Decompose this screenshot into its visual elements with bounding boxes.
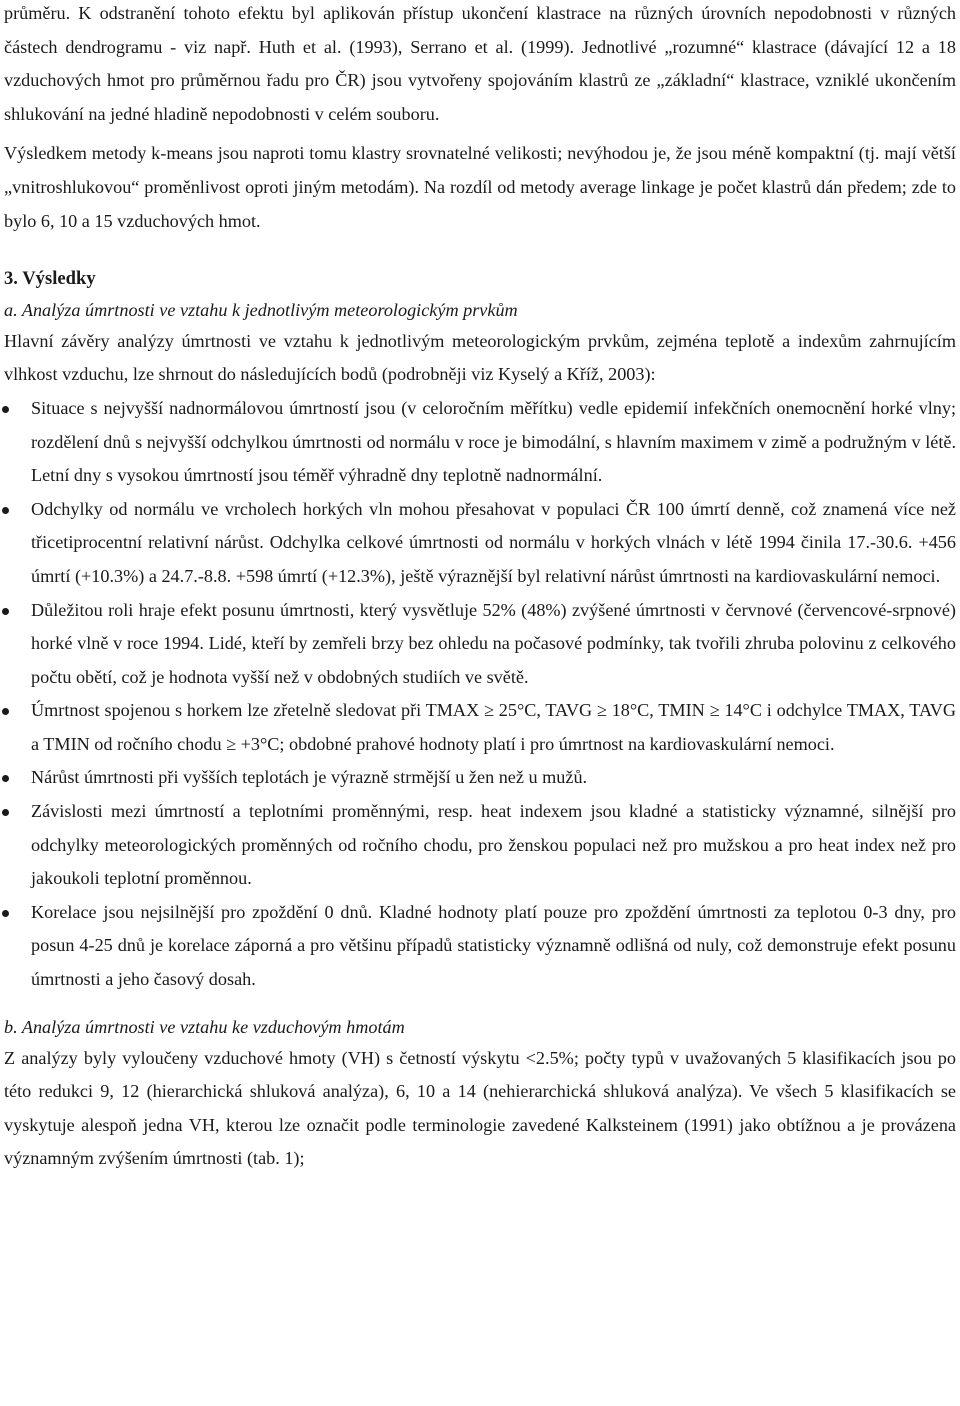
list-item [4, 795, 956, 896]
results-bullet-list [4, 392, 956, 997]
list-item [4, 493, 956, 594]
subsection-heading-b: b. Analýza úmrtnosti ve vztahu ke vzduchovým hmotám [4, 1016, 405, 1037]
list-item-text: Situace s nejvyšší nadnormálovou úmrtností jsou (v celoročním měřítku) vedle epidemií infekčních onemocnění horké vlny; rozdělení dnů s nejvyšší odchylkou úmrtnosti od normálu v roce je bimodální, s hlavním maximem v zimě a podružným v létě. Letní dny s vysokou úmrtností jsou téměř výhradně dny teplotně nadnormální. [31, 397, 956, 486]
list-item-text: Úmrtnost spojenou s horkem lze zřetelně sledovat při TMAX ≥ 25°C, TAVG ≥ 18°C, TMIN ≥ 14°C i odchylce TMAX, TAVG a TMIN od ročního chodu ≥ +3°C; obdobné prahové hodnoty platí i pro úmrtnost na kardiovaskulární nemoci. [31, 700, 956, 754]
document-page [4, 0, 956, 1176]
subsection-a-intro: Hlavní závěry analýzy úmrtnosti ve vztahu k jednotlivým meteorologickým prvkům, zejména teplotě a indexům zahrnujícím vlhkost vzduchu, lze shrnout do následujících bodů (podrobněji viz Kyselý a Kříž, 2003): [4, 330, 956, 385]
section-heading-results: 3. Výsledky [4, 268, 96, 290]
list-item-text: Korelace jsou nejsilnější pro zpoždění 0 dnů. Kladné hodnoty platí pouze pro zpoždění úmrtnosti za teplotou 0-3 dny, pro posun 4-25 dnů je korelace záporná a pro většinu případů statisticky významně odlišná od nuly, což demonstruje efekt posunu úmrtnosti a jeho časový dosah. [31, 901, 956, 990]
bullet-icon [2, 507, 9, 514]
list-item [4, 594, 956, 695]
bullet-icon [2, 775, 9, 782]
list-item [4, 761, 956, 795]
list-item-text: Důležitou roli hraje efekt posunu úmrtnosti, který vysvětluje 52% (48%) zvýšené úmrtnosti v červnové (červencové-srpnové) horké vlně v roce 1994. Lidé, kteří by zemřeli brzy bez ohledu na počasové podmínky, tak tvořili zhruba polovinu z celkového počtu obětí, což je hodnota vyšší než v obdobných studiích ve světě. [31, 599, 956, 687]
bullet-icon [2, 708, 9, 715]
bullet-icon [2, 608, 9, 615]
subsection-b-paragraph: Z analýzy byly vyloučeny vzduchové hmoty (VH) s četností výskytu <2.5%; počty typů v uvažovaných 5 klasifikacích jsou po této redukci 9, 12 (hierarchická shluková analýza), 6, 10 a 14 (nehierarchická shluková analýza). Ve všech 5 klasifikacích se vyskytuje alespoň jedna VH, kterou lze označit podle terminologie zavedené Kalksteinem (1991) jako obtížnou a je provázena významným zvýšením úmrtnosti (tab. 1); [4, 1047, 956, 1169]
list-item-text: Odchylky od normálu ve vrcholech horkých vln mohou přesahovat v populaci ČR 100 úmrtí denně, což znamená více než třicetiprocentní relativní nárůst. Odchylka celkové úmrtnosti od normálu v horkých vlnách v létě 1994 činila 17.-30.6. +456 úmrtí (+10.3%) a 24.7.-8.8. +598 úmrtí (+12.3%), ještě výraznější byl relativní nárůst úmrtnosti na kardiovaskulární nemoci. [31, 498, 956, 586]
spacer [4, 238, 956, 262]
intro-paragraph-2: Výsledkem metody k-means jsou naproti tomu klastry srovnatelné velikosti; nevýhodou je, že jsou méně kompaktní (tj. mají větší „vnitroshlukovou“ proměnlivost oproti jiným metodám). Na rozdíl od metody average linkage je počet klastrů dán předem; zde to bylo 6, 10 a 15 vzduchových hmot. [4, 143, 956, 231]
spacer [4, 997, 956, 1013]
list-item [4, 896, 956, 997]
list-item-text: Nárůst úmrtnosti při vyšších teplotách je výrazně strmější u žen než u mužů. [31, 767, 588, 788]
list-item [4, 694, 956, 761]
intro-paragraph-1: průměru. K odstranění tohoto efektu byl aplikován přístup ukončení klastrace na různých úrovních nepodobnosti v různých částech dendrogramu - viz např. Huth et al. (1993), Serrano et al. (1999). Jednotlivé „rozumné“ klastrace (dávající 12 a 18 vzduchových hmot pro průměrnou řadu pro ČR) jsou vytvořeny spojováním klastrů ze „základní“ klastrace, vzniklé ukončením shlukování na jedné hladině nepodobnosti v celém souboru. [4, 3, 956, 124]
list-item [4, 392, 956, 493]
bullet-icon [2, 406, 9, 413]
bullet-icon [2, 809, 9, 816]
bullet-icon [2, 910, 9, 917]
list-item-text: Závislosti mezi úmrtností a teplotními proměnnými, resp. heat indexem jsou kladné a statisticky významné, silnější pro odchylky meteorologických proměnných od ročního chodu, pro ženskou populaci než pro mužskou a pro heat index než pro jakoukoli teplotní proměnnou. [31, 801, 956, 889]
subsection-heading-a: a. Analýza úmrtnosti ve vztahu k jednotlivým meteorologickým prvkům [4, 299, 518, 320]
